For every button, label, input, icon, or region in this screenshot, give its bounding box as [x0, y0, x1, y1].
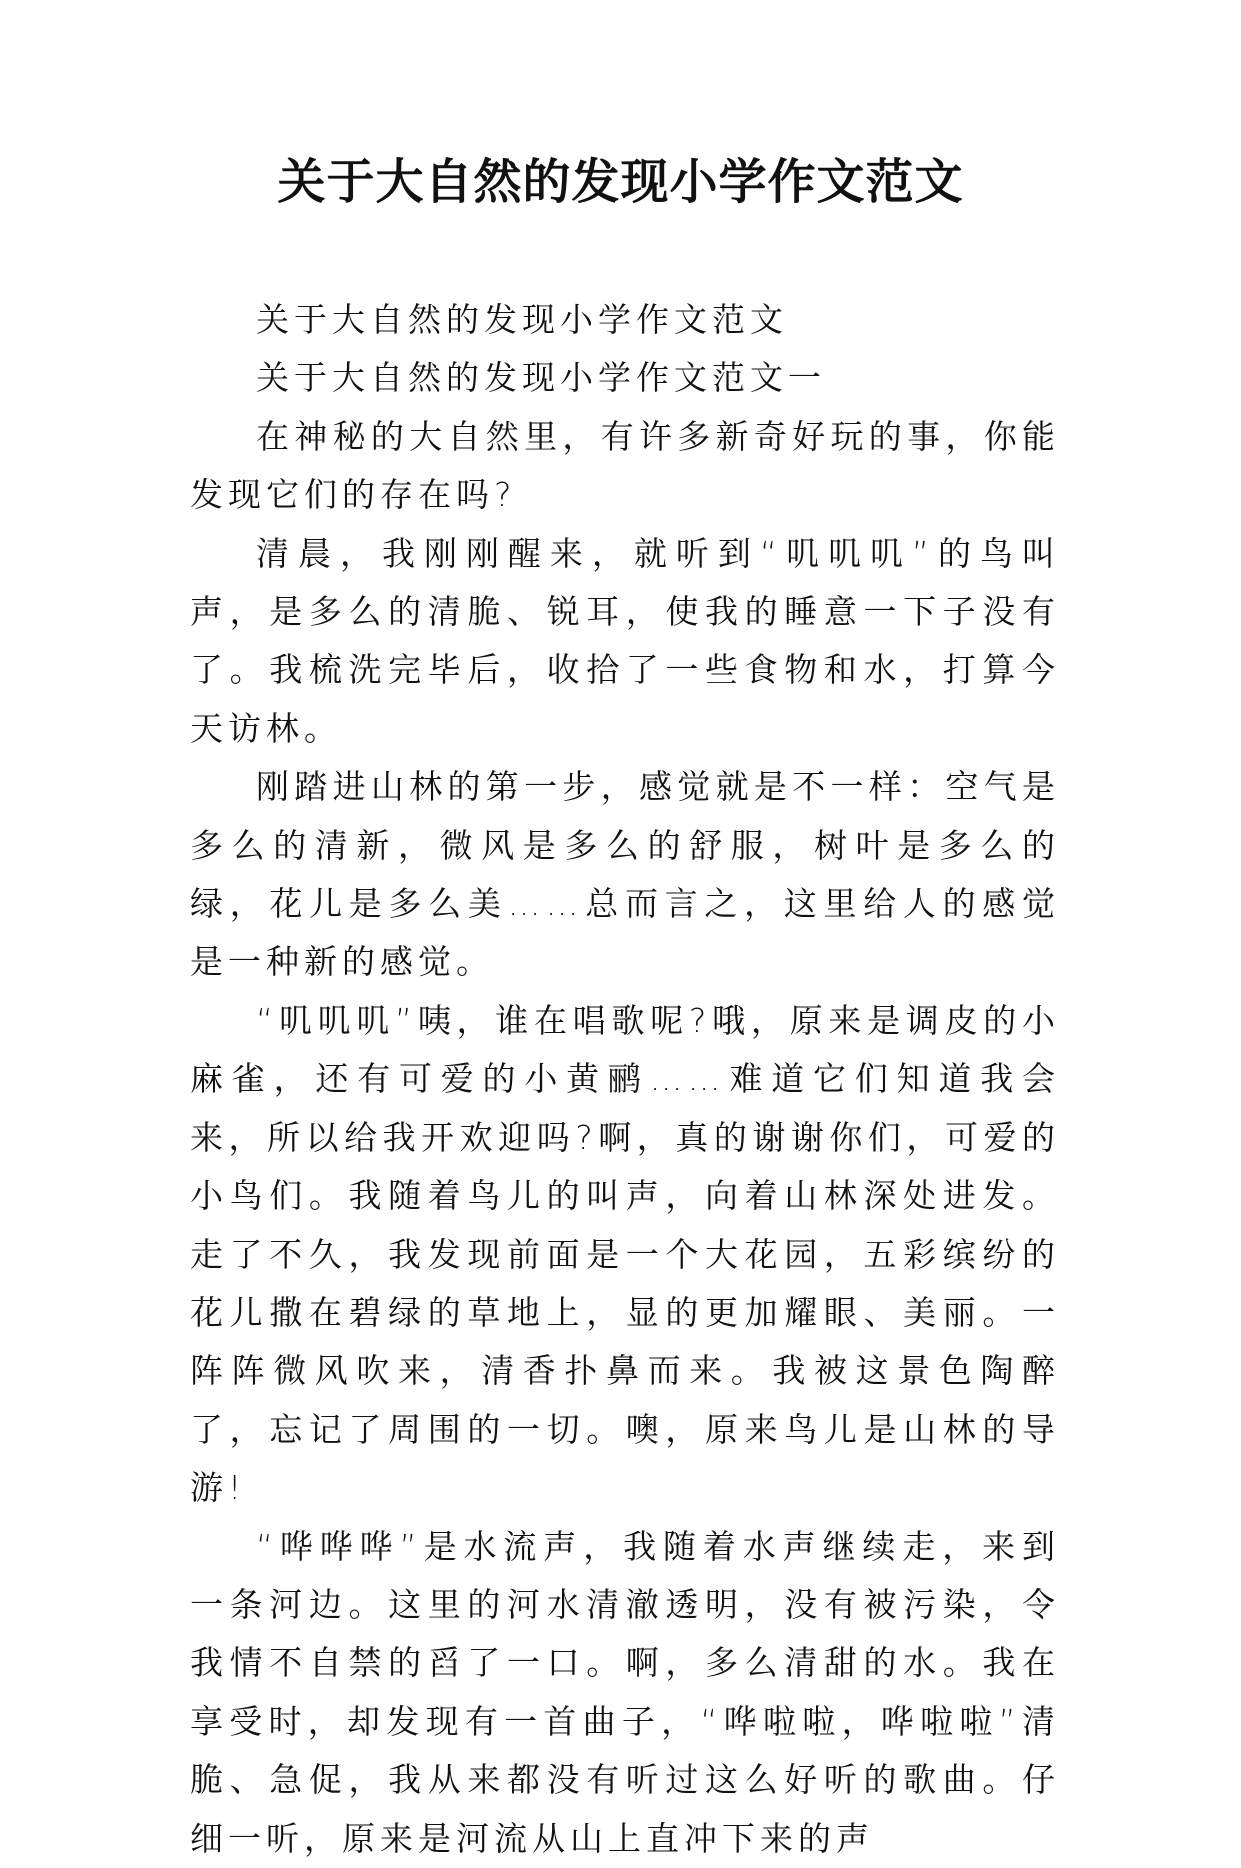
paragraph: “叽叽叽”咦，谁在唱歌呢?哦，原来是调皮的小麻雀，还有可爱的小黄鹂……难道它们知道我会来，所以给我开欢迎吗?啊，真的谢谢你们，可爱的小鸟们。我随着鸟儿的叫声，向着山林深处进发。走了不久，我发现前面是一个大花园，五彩缤纷的花儿撒在碧绿的草地上，显的更加耀眼、美丽。一阵阵微风吹来，清香扑鼻而来。我被这景色陶醉了，忘记了周围的一切。噢，原来鸟儿是山林的导游!: [190, 1000, 1060, 1508]
paragraph: 刚踏进山林的第一步，感觉就是不一样：空气是多么的清新，微风是多么的舒服，树叶是多么的绿，花儿是多么美……总而言之，这里给人的感觉是一种新的感觉。: [190, 767, 1060, 982]
paragraph: 关于大自然的发现小学作文范文: [256, 300, 788, 339]
document-body: [190, 291, 1060, 1868]
document-title: 关于大自然的发现小学作文范文: [277, 154, 964, 210]
paragraph: 在神秘的大自然里，有许多新奇好玩的事，你能发现它们的存在吗?: [190, 416, 1060, 515]
paragraph: 清晨，我刚刚醒来，就听到“叽叽叽”的鸟叫声，是多么的清脆、锐耳，使我的睡意一下子没有了。我梳洗完毕后，收拾了一些食物和水，打算今天访林。: [190, 533, 1060, 748]
paragraph: 关于大自然的发现小学作文范文一: [256, 358, 826, 398]
paragraph: “哗哗哗”是水流声，我随着水声继续走，来到一条河边。这里的河水清澈透明，没有被污染，令我情不自禁的舀了一口。啊，多么清甜的水。我在享受时，却发现有一首曲子，“哗啦啦，哗啦啦”清脆、急促，我从来都没有听过这么好听的歌曲。仔细一听，原来是河流从山上直冲下来的声: [190, 1526, 1060, 1858]
